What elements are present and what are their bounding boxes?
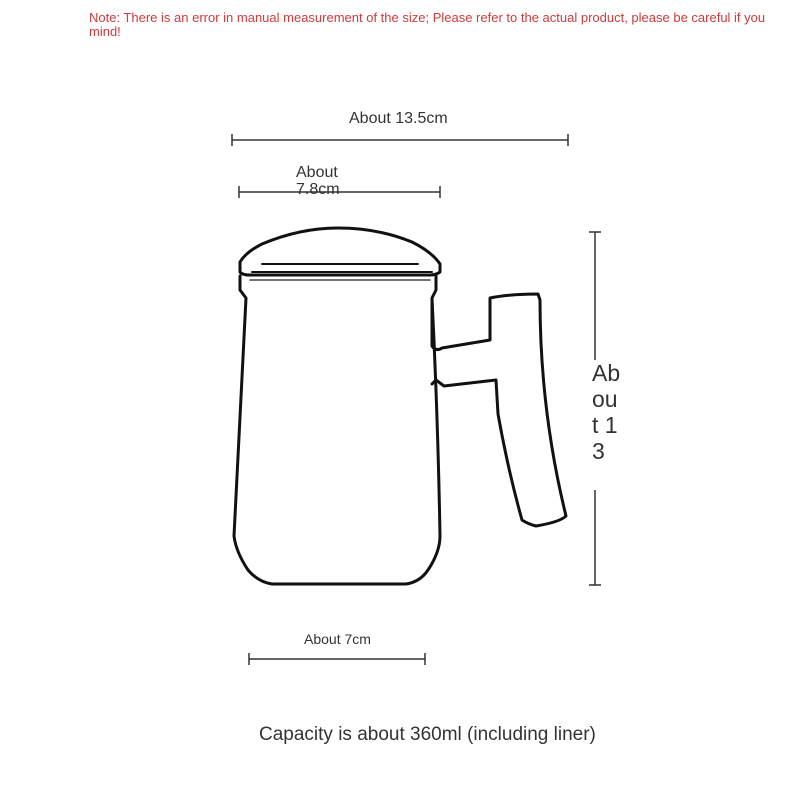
total-width-label: About 13.5cm — [349, 110, 448, 127]
mug-body — [234, 276, 440, 584]
mug-rim — [252, 264, 432, 272]
top-diameter-label-line2: 7.8cm — [296, 181, 340, 198]
mug-lid — [240, 228, 440, 275]
base-diameter-dimension-line — [249, 653, 425, 665]
mug-outline — [234, 228, 566, 584]
mug-handle — [432, 294, 566, 526]
top-diameter-label-line1: About — [296, 164, 338, 181]
disclaimer-note: Note: There is an error in manual measurement of the size; Please refer to the actual product, please be careful if you mind! — [89, 10, 766, 39]
base-diameter-label: About 7cm — [304, 631, 371, 647]
total-width-dimension-line — [232, 134, 568, 146]
height-label: About 13 — [592, 360, 621, 464]
capacity-caption: Capacity is about 360ml (including liner) — [259, 724, 596, 745]
